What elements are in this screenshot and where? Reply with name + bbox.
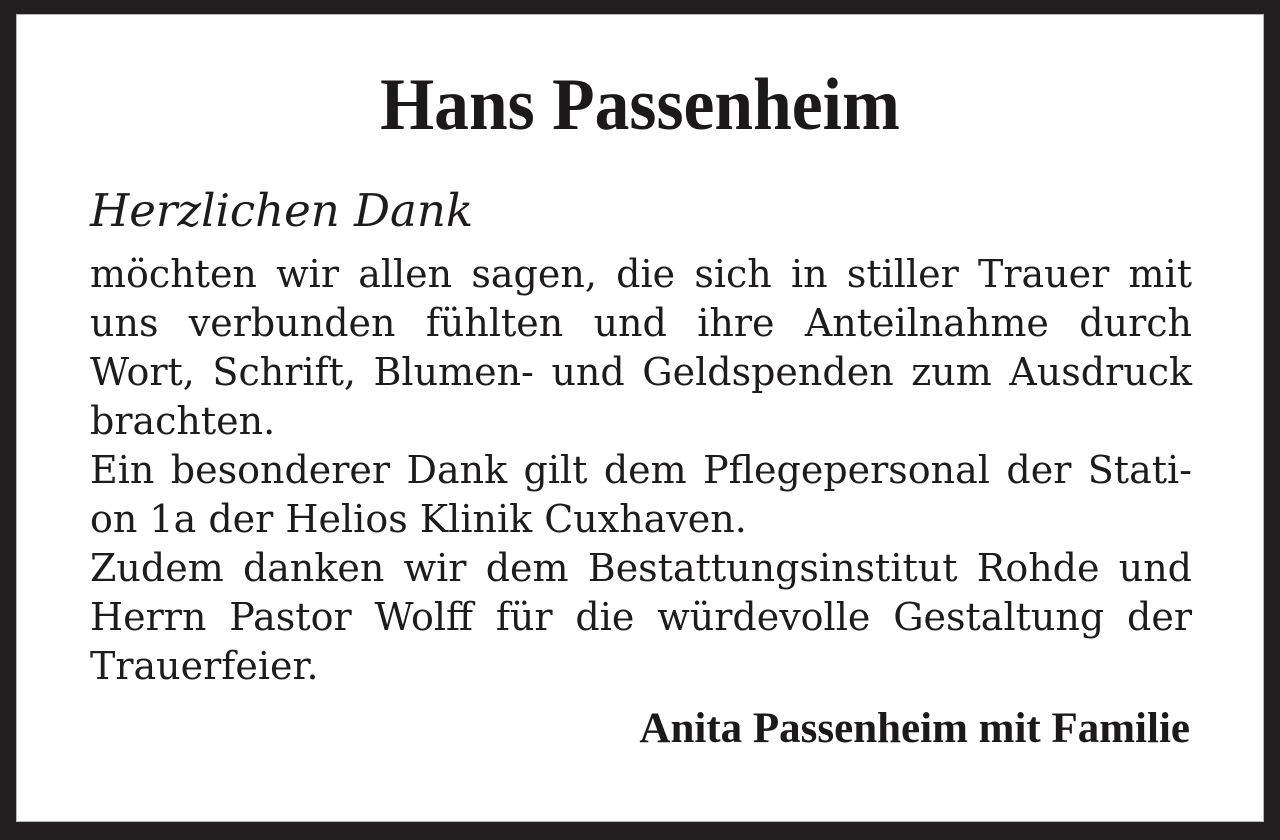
signature-line: Anita Passenheim mit Familie <box>639 705 1190 752</box>
body-line: on 1a der Helios Klinik Cuxhaven. <box>90 497 747 541</box>
notice-body <box>90 250 1192 691</box>
salutation-text: Herzlichen Dank <box>90 184 474 237</box>
body-line: brachten. <box>90 399 276 443</box>
body-line: möchten wir allen sagen, die sich in stiller Trauer mit <box>90 252 1192 296</box>
obituary-notice <box>16 14 1264 822</box>
body-line: Herrn Pastor Wolff für die würdevolle Gestaltung der <box>90 595 1192 639</box>
body-line: Trauerfeier. <box>90 644 319 688</box>
deceased-name-title: Hans Passenheim <box>380 64 900 146</box>
body-line: uns verbunden fühlten und ihre Anteilnahme durch <box>90 301 1192 345</box>
body-line: Wort, Schrift, Blumen- und Geldspenden zum Ausdruck <box>90 350 1192 394</box>
body-line: Zudem danken wir dem Bestattungsinstitut Rohde und <box>90 546 1192 590</box>
body-line: Ein besonderer Dank gilt dem Pflegepersonal der Stati- <box>90 448 1192 492</box>
